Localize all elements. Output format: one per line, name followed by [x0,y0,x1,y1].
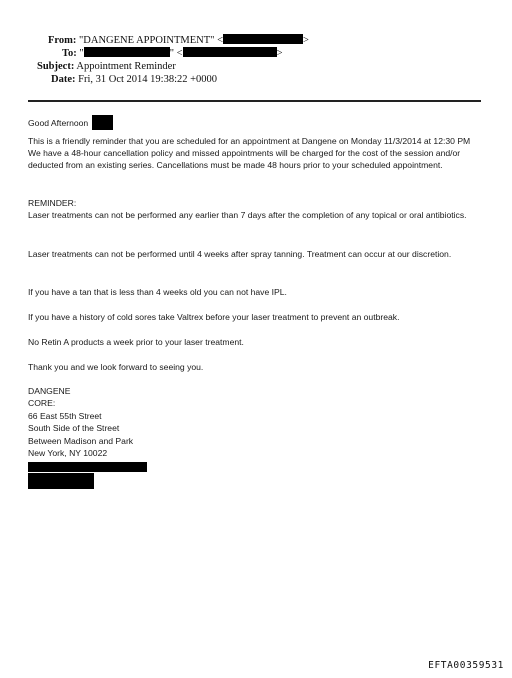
subject-line [37,61,176,73]
thank-you-paragraph: Thank you and we look forward to seeing you. [28,362,204,372]
cold-sores-paragraph: If you have a history of cold sores take Valtrex before your laser treatment to prevent an outbreak. [28,312,400,322]
from-line [48,34,309,47]
redaction-box [28,462,147,472]
greeting: Good Afternoon [28,118,89,128]
redaction-box [84,47,170,57]
date-line [51,74,217,86]
signature-address: New York, NY 10022 [28,448,108,458]
signature-address: Between Madison and Park [28,436,134,446]
date-label: Date: [51,74,76,85]
signature-line: CORE: [28,398,56,408]
signature-address: 66 East 55th Street [28,411,102,421]
header-divider [28,100,481,102]
greeting-line [28,115,113,130]
reminder-paragraph: This is a friendly reminder that you are scheduled for an appointment at Dangene on Monday 11/3/2014 at 12:30 PM We have a 48-hour cancellation policy and missed appointments will be charged for the cost of the session and/or deducted from an existing series. Cancellations must be made 48 hours prior to your scheduled appointment. [28,136,471,171]
retin-a-paragraph: No Retin A products a week prior to your laser treatment. [28,337,244,347]
antibiotics-paragraph: Laser treatments can not be performed any earlier than 7 days after the completion of any topical or oral antibiotics. [28,210,467,220]
signature-name: DANGENE [28,386,71,396]
to-mid: " < [169,48,183,59]
to-tail: > [276,48,283,59]
signature-address: South Side of the Street [28,423,120,433]
redaction-box [183,47,277,57]
redaction-box [92,115,113,130]
from-tail: > [303,35,309,46]
spray-tan-paragraph: Laser treatments can not be performed until 4 weeks after spray tanning. Treatment can occur at our discretion. [28,249,452,259]
bates-number: EFTA00359531 [428,660,504,671]
from-label: From: [48,35,77,46]
subject-value: Appointment Reminder [76,61,176,72]
from-value: "DANGENE APPOINTMENT" < [79,35,224,46]
to-line [62,47,282,60]
date-value: Fri, 31 Oct 2014 19:38:22 +0000 [78,74,218,85]
redaction-box [28,473,94,489]
ipl-paragraph: If you have a tan that is less than 4 weeks old you can not have IPL. [28,287,287,297]
reminder-heading: REMINDER: [28,198,77,208]
to-label: To: [62,48,77,59]
redaction-box [223,34,303,44]
to-value: " [79,48,84,59]
subject-label: Subject: [37,61,75,72]
